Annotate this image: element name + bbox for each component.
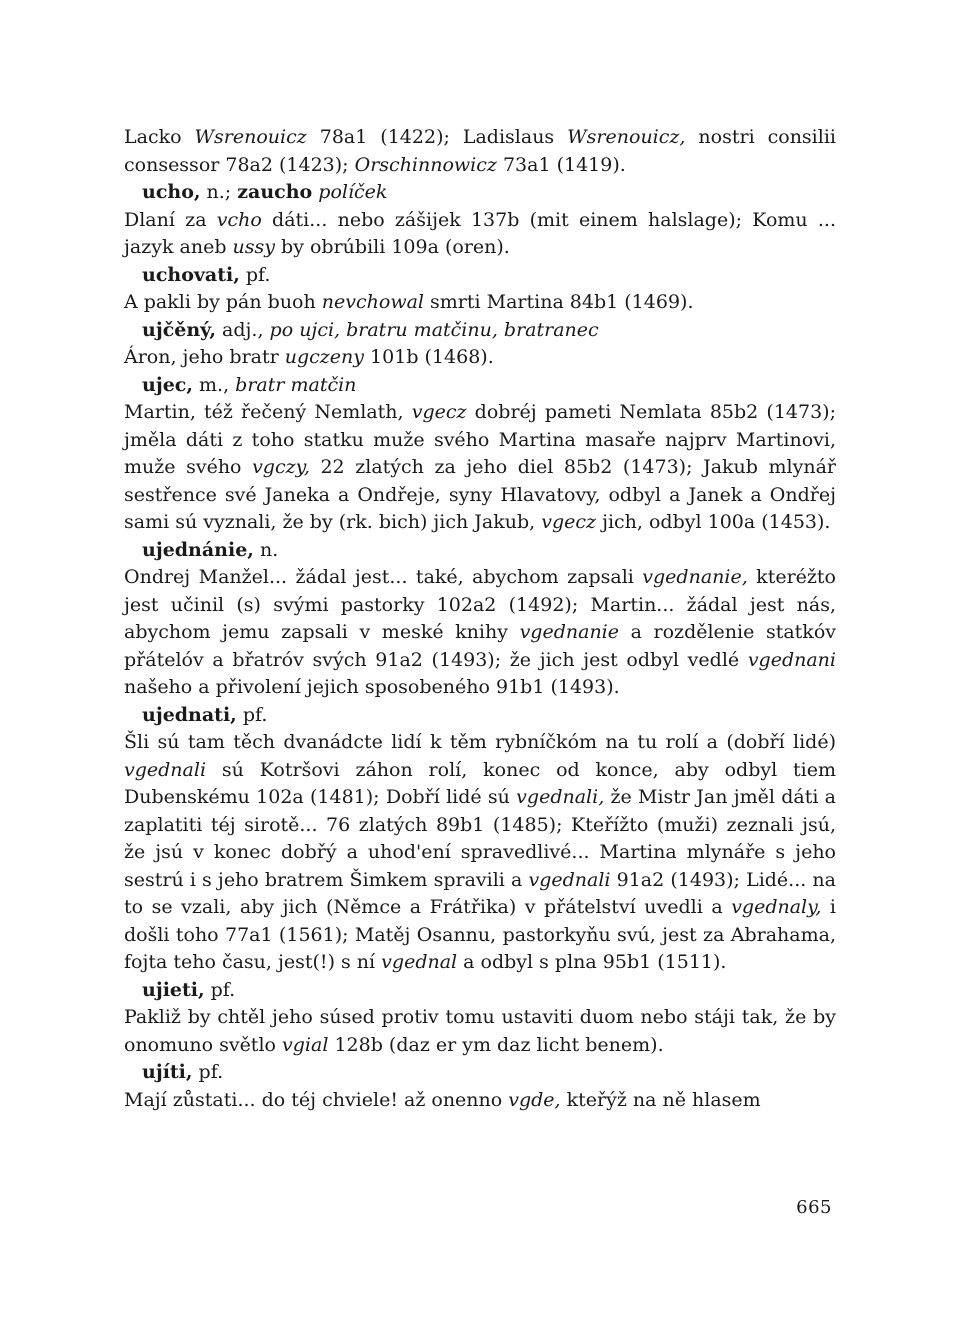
text-run: smrti Martina 84b1 (1469). [423, 291, 694, 313]
headword-text: uchovati, [142, 263, 240, 286]
text-run: 78a1 (1422); Ladislaus [306, 126, 568, 148]
text-run: Lacko [124, 126, 195, 148]
dictionary-headword [124, 372, 836, 400]
text-run: 128b (daz er ym daz licht benem). [328, 1033, 664, 1056]
italic-text: ussy [232, 236, 276, 258]
text-run: jich, odbyl 100a (1453). [596, 511, 831, 533]
citation-paragraph [124, 1087, 836, 1115]
headword-text: ujíti, [142, 1061, 193, 1083]
headword-text: zaucho [237, 181, 313, 203]
headword-text: ujec, [142, 373, 193, 396]
headword-text: ujednánie, [142, 538, 254, 561]
italic-text: Orschinnowicz [354, 153, 497, 176]
citation-paragraph [124, 399, 836, 537]
italic-text: vgde, [508, 1088, 561, 1111]
text-run: n. [253, 538, 279, 561]
dictionary-headword [124, 702, 836, 730]
dictionary-headword [124, 262, 836, 290]
text-run: pf. [192, 1061, 224, 1083]
italic-text: vgednanie [519, 621, 620, 643]
dictionary-headword [124, 977, 836, 1005]
italic-text: ugczeny [284, 346, 365, 368]
citation-paragraph [124, 1004, 836, 1059]
italic-text: vgecz [411, 401, 467, 423]
citation-paragraph [124, 344, 836, 372]
headword-text: ujednati, [142, 703, 237, 726]
text-run: by obrúbili 109a (oren). [275, 236, 510, 258]
italic-text: vgednali, [516, 786, 605, 808]
text-run: dobréj pameti Nemlata 85b2 (1473); jměla dáti z toho statku muže svého Martina masaře najprv Martinovi, muže svého [124, 401, 836, 478]
text-run: pf. [204, 978, 236, 1001]
text-run: Mají zůstati... do téj chviele! až onenno [124, 1088, 509, 1111]
text-run: kteréžto jest učinil (s) svými pastorky 102a2 (1492); Martin... žádal jest nás, abychom jemu zapsali v meské knihy [124, 566, 836, 643]
text-run: kteřýž na ně hlasem [560, 1088, 761, 1111]
text-run: Martin, též řečený Nemlath, [124, 401, 412, 423]
italic-text: políček [318, 181, 388, 203]
text-run: m., [192, 373, 236, 396]
citation-paragraph [124, 729, 836, 977]
italic-text: vgednal [381, 951, 458, 973]
italic-text: Wsrenouicz, [567, 126, 686, 148]
text-run: i došli toho 77a1 (1561); Matěj Osannu, pastorkyňu svú, jest za Abrahama, fojta teho času, jest(!) s ní [124, 896, 836, 973]
italic-text: vgednali [124, 758, 207, 781]
text-run: pf. [239, 263, 271, 286]
italic-text: vgednali [528, 868, 611, 891]
citation-paragraph [124, 564, 836, 702]
italic-text: vcho [216, 208, 262, 231]
dictionary-headword [124, 317, 836, 345]
headword-text: ujieti, [142, 978, 205, 1001]
italic-text: po ujci, bratru matčinu, bratranec [269, 318, 599, 341]
italic-text: nevchowal [321, 291, 424, 313]
text-run: nostri consilii consessor 78a2 (1423); [124, 126, 836, 176]
text-run: n.; [200, 181, 238, 203]
text-run: pf. [236, 703, 268, 726]
italic-text: vgednanie, [642, 566, 748, 588]
text-run: adj., [216, 318, 270, 341]
text-run: Pakliž by chtěl jeho súsed protiv tomu ustaviti duom nebo stáji tak, že by onomuno světlo [124, 1006, 836, 1056]
headword-text: ujčěný, [142, 318, 216, 341]
text-run: že Mistr Jan jměl dáti a zaplatiti téj sirotě... 76 zlatých 89b1 (1485); Kteřížto (muži) zeznali jsú, že jsú v konec dobřý a uhod'ení spravedlivé... Martina mlynáře s jeho sestrú i s jeho bratrem Šimkem spravili a [124, 786, 837, 891]
text-run: dáti... nebo zášijek 137b (mit einem halslage); Komu ... jazyk aneb [124, 208, 836, 258]
italic-text: vgial [282, 1033, 329, 1056]
italic-text: Wsrenouicz [194, 126, 307, 148]
text-run: a odbyl s plna 95b1 (1511). [457, 951, 727, 973]
dictionary-headword [124, 537, 836, 565]
page-text [124, 124, 836, 1114]
dictionary-headword [124, 1059, 836, 1087]
italic-text: vgednani [747, 648, 836, 671]
text-run: Šli sú tam těch dvanádcte lidí k těm rybníčkóm na tu rolí a (dobří lidé) [124, 731, 836, 753]
text-run: sú Kotršovi záhon rolí, konec od konce, aby odbyl tiem Dubenskému 102a (1481); Dobří lidé sú [124, 758, 836, 808]
italic-text: vgednaly, [731, 896, 822, 918]
text-run: Áron, jeho bratr [124, 346, 285, 368]
citation-paragraph [124, 207, 836, 262]
text-run: našeho a přivolení jejich sposobeného 91b1 (1493). [124, 676, 620, 698]
text-run: A pakli by pán buoh [124, 291, 322, 313]
text-run: 73a1 (1419). [496, 153, 626, 176]
dictionary-headword [124, 179, 836, 207]
italic-text: vgecz [541, 511, 597, 533]
text-run: 101b (1468). [364, 346, 494, 368]
citation-paragraph [124, 289, 836, 317]
italic-text: vgczy, [252, 456, 310, 478]
page-number: 665 [796, 1197, 832, 1218]
italic-text: bratr matčin [235, 373, 357, 396]
headword-text: ucho, [142, 181, 201, 203]
text-run: Ondrej Manžel... žádal jest... také, abychom zapsali [124, 566, 643, 588]
text-run: 22 zlatých za jeho diel 85b2 (1473); Jakub mlynář sestřence své Janeka a Ondřeje, syny Hlavatovy, odbyl a Janek a Ondřej sami sú vyznali, že by (rk. bich) jich Jakub, [124, 456, 836, 533]
text-run: 91a2 (1493); Lidé... na to se vzali, aby jich (Němce a Frátřika) v přátelství uvedli a [124, 868, 836, 918]
text-run: a rozdělenie statkóv přátelóv a břatróv svých 91a2 (1493); že jich jest odbyl vedlé [124, 621, 836, 671]
citation-paragraph [124, 124, 836, 179]
text-run: Dlaní za [124, 208, 217, 231]
